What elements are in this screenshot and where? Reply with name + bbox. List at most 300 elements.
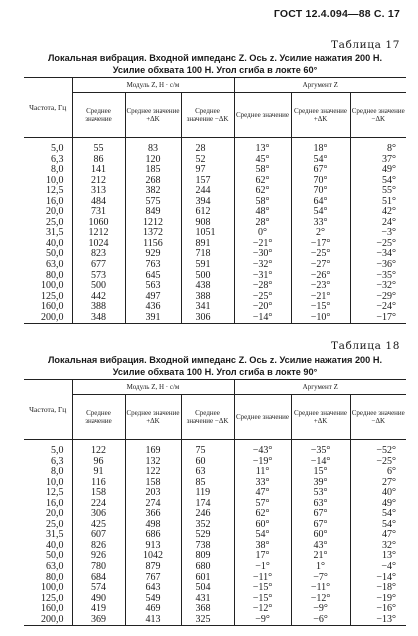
modulus-mean-cell: 91: [72, 467, 125, 478]
argument-plus-cell: −27°: [291, 260, 350, 271]
sub-header-modulus-mean: Среднее значение: [72, 93, 125, 138]
table-row: [24, 488, 406, 499]
table-18-label: Таблица 18: [331, 340, 400, 352]
argument-mean-cell: 48°: [234, 207, 291, 218]
freq-cell: 125,0: [41, 592, 64, 604]
table-17: [24, 77, 406, 324]
table-row: [24, 155, 406, 166]
modulus-plus-cell: 120: [125, 155, 181, 166]
modulus-minus-cell: 394: [181, 197, 234, 208]
table-row: [24, 509, 406, 520]
modulus-minus-cell: 529: [181, 530, 234, 541]
modulus-minus-cell: 63: [181, 467, 234, 478]
argument-mean-cell: 11°: [234, 467, 291, 478]
modulus-mean-cell: 96: [72, 457, 125, 468]
argument-plus-cell: 60°: [291, 530, 350, 541]
argument-minus-cell: 49°: [350, 165, 406, 176]
argument-plus-cell: −25°: [291, 249, 350, 260]
table-row: [24, 313, 406, 324]
freq-cell: 8,0: [51, 466, 64, 478]
modulus-mean-cell: 122: [72, 440, 125, 457]
argument-plus-cell: −12°: [291, 594, 350, 605]
argument-mean-cell: 58°: [234, 165, 291, 176]
modulus-minus-cell: 680: [181, 562, 234, 573]
modulus-mean-cell: 369: [72, 615, 125, 626]
argument-minus-cell: 8°: [350, 138, 406, 155]
freq-cell: 12,5: [46, 185, 64, 197]
freq-cell: 100,0: [41, 582, 64, 594]
sub-header-modulus-plus: Среднее значение +ΔK: [125, 93, 181, 138]
argument-mean-cell: −31°: [234, 271, 291, 282]
argument-mean-cell: 62°: [234, 176, 291, 187]
freq-cell: 10,0: [46, 476, 64, 488]
table-row: [24, 440, 406, 457]
freq-cell: 16,0: [46, 497, 64, 509]
argument-plus-cell: −7°: [291, 573, 350, 584]
argument-plus-cell: 67°: [291, 520, 350, 531]
table-row: [24, 302, 406, 313]
modulus-minus-cell: 438: [181, 281, 234, 292]
freq-cell: 10,0: [46, 174, 64, 186]
modulus-plus-cell: 83: [125, 138, 181, 155]
argument-plus-cell: −35°: [291, 440, 350, 457]
modulus-minus-cell: 591: [181, 260, 234, 271]
modulus-plus-cell: 1042: [125, 551, 181, 562]
argument-mean-cell: 47°: [234, 488, 291, 499]
argument-minus-cell: 49°: [350, 499, 406, 510]
freq-cell: 25,0: [46, 518, 64, 530]
modulus-plus-cell: 169: [125, 440, 181, 457]
modulus-minus-cell: 809: [181, 551, 234, 562]
argument-plus-cell: −21°: [291, 292, 350, 303]
modulus-minus-cell: 908: [181, 218, 234, 229]
argument-minus-cell: 24°: [350, 218, 406, 229]
argument-minus-cell: −4°: [350, 562, 406, 573]
argument-mean-cell: −43°: [234, 440, 291, 457]
table-row: [24, 499, 406, 510]
argument-plus-cell: 2°: [291, 228, 350, 239]
argument-minus-cell: 54°: [350, 509, 406, 520]
table-17-body: [24, 138, 406, 324]
argument-mean-cell: −15°: [234, 583, 291, 594]
freq-cell: 80,0: [46, 269, 64, 281]
modulus-minus-cell: 174: [181, 499, 234, 510]
modulus-minus-cell: 368: [181, 604, 234, 615]
modulus-mean-cell: 388: [72, 302, 125, 313]
table-row: [24, 583, 406, 594]
argument-minus-cell: 54°: [350, 176, 406, 187]
modulus-plus-cell: 1212: [125, 218, 181, 229]
table-row: [24, 281, 406, 292]
argument-minus-cell: −32°: [350, 281, 406, 292]
modulus-mean-cell: 484: [72, 197, 125, 208]
modulus-plus-cell: 498: [125, 520, 181, 531]
argument-minus-cell: −18°: [350, 583, 406, 594]
sub-header-modulus-minus: Среднее значение −ΔK: [181, 395, 234, 440]
argument-minus-cell: −36°: [350, 260, 406, 271]
table-17-caption-line2: Усилие обхвата 100 Н. Угол сгиба в локте 60°: [112, 65, 318, 75]
freq-cell: 200,0: [41, 613, 64, 625]
modulus-mean-cell: 313: [72, 186, 125, 197]
modulus-mean-cell: 158: [72, 488, 125, 499]
modulus-mean-cell: 573: [72, 271, 125, 282]
argument-mean-cell: −21°: [234, 239, 291, 250]
argument-header: Аргумент Z: [234, 380, 406, 395]
modulus-minus-cell: 352: [181, 520, 234, 531]
modulus-minus-cell: 119: [181, 488, 234, 499]
modulus-plus-cell: 413: [125, 615, 181, 626]
modulus-minus-cell: 157: [181, 176, 234, 187]
modulus-mean-cell: 780: [72, 562, 125, 573]
table-17-caption-line1: Локальная вибрация. Входной импеданс Z. Ось z. Усилие нажатия 200 Н.: [47, 53, 383, 63]
argument-mean-cell: −9°: [234, 615, 291, 626]
sub-header-argument-plus: Среднее значение +ΔK: [291, 395, 350, 440]
table-row: [24, 249, 406, 260]
table-row: [24, 271, 406, 282]
modulus-plus-cell: 575: [125, 197, 181, 208]
table-row: [24, 594, 406, 605]
argument-plus-cell: 67°: [291, 165, 350, 176]
freq-cell: 6,3: [51, 153, 64, 165]
freq-cell: 20,0: [46, 206, 64, 218]
table-row: [24, 138, 406, 155]
modulus-plus-cell: 767: [125, 573, 181, 584]
sub-header-argument-mean: Среднее значение: [234, 93, 291, 138]
argument-minus-cell: 27°: [350, 478, 406, 489]
argument-plus-cell: 70°: [291, 186, 350, 197]
argument-minus-cell: −35°: [350, 271, 406, 282]
modulus-mean-cell: 607: [72, 530, 125, 541]
modulus-mean-cell: 1060: [72, 218, 125, 229]
modulus-plus-cell: 643: [125, 583, 181, 594]
modulus-mean-cell: 1212: [72, 228, 125, 239]
sub-header-argument-minus: Среднее значение −ΔK: [350, 93, 406, 138]
argument-mean-cell: −30°: [234, 249, 291, 260]
argument-plus-cell: 39°: [291, 478, 350, 489]
argument-minus-cell: −52°: [350, 440, 406, 457]
argument-plus-cell: 54°: [291, 155, 350, 166]
modulus-plus-cell: 913: [125, 541, 181, 552]
table-row: [24, 176, 406, 187]
table-row: [24, 228, 406, 239]
argument-mean-cell: 45°: [234, 155, 291, 166]
modulus-plus-cell: 391: [125, 313, 181, 324]
modulus-plus-cell: 1156: [125, 239, 181, 250]
argument-plus-cell: 67°: [291, 509, 350, 520]
modulus-mean-cell: 442: [72, 292, 125, 303]
freq-cell: 63,0: [46, 259, 64, 271]
argument-minus-cell: −34°: [350, 249, 406, 260]
argument-plus-cell: −9°: [291, 604, 350, 615]
freq-cell: 25,0: [46, 216, 64, 228]
modulus-mean-cell: 823: [72, 249, 125, 260]
modulus-mean-cell: 306: [72, 509, 125, 520]
modulus-plus-cell: 929: [125, 249, 181, 260]
modulus-minus-cell: 388: [181, 292, 234, 303]
argument-mean-cell: −32°: [234, 260, 291, 271]
modulus-minus-cell: 85: [181, 478, 234, 489]
argument-mean-cell: 57°: [234, 499, 291, 510]
modulus-mean-cell: 731: [72, 207, 125, 218]
freq-cell: 16,0: [46, 195, 64, 207]
freq-cell: 160,0: [41, 301, 64, 313]
argument-minus-cell: 51°: [350, 197, 406, 208]
sub-header-argument-minus: Среднее значение −ΔK: [350, 395, 406, 440]
modulus-header: Модуль Z, Н · с/м: [72, 380, 234, 395]
argument-mean-cell: −19°: [234, 457, 291, 468]
modulus-minus-cell: 75: [181, 440, 234, 457]
modulus-minus-cell: 500: [181, 271, 234, 282]
sub-header-argument-plus: Среднее значение +ΔK: [291, 93, 350, 138]
modulus-minus-cell: 1051: [181, 228, 234, 239]
modulus-plus-cell: 879: [125, 562, 181, 573]
sub-header-modulus-minus: Среднее значение −ΔK: [181, 93, 234, 138]
argument-mean-cell: −20°: [234, 302, 291, 313]
freq-cell: 80,0: [46, 571, 64, 583]
argument-minus-cell: 6°: [350, 467, 406, 478]
freq-cell: 50,0: [46, 550, 64, 562]
modulus-minus-cell: 246: [181, 509, 234, 520]
modulus-mean-cell: 1024: [72, 239, 125, 250]
argument-mean-cell: −14°: [234, 313, 291, 324]
argument-plus-cell: 18°: [291, 138, 350, 155]
table-row: [24, 478, 406, 489]
modulus-mean-cell: 684: [72, 573, 125, 584]
modulus-plus-cell: 203: [125, 488, 181, 499]
modulus-mean-cell: 500: [72, 281, 125, 292]
argument-plus-cell: −17°: [291, 239, 350, 250]
modulus-mean-cell: 574: [72, 583, 125, 594]
freq-header: Частота, Гц: [29, 102, 67, 112]
table-18: [24, 379, 406, 626]
modulus-mean-cell: 86: [72, 155, 125, 166]
argument-mean-cell: −1°: [234, 562, 291, 573]
argument-mean-cell: 62°: [234, 186, 291, 197]
argument-plus-cell: 53°: [291, 488, 350, 499]
freq-cell: 31,5: [46, 529, 64, 541]
freq-cell: 6,3: [51, 455, 64, 467]
argument-mean-cell: −15°: [234, 594, 291, 605]
argument-plus-cell: 15°: [291, 467, 350, 478]
modulus-plus-cell: 268: [125, 176, 181, 187]
argument-minus-cell: −25°: [350, 457, 406, 468]
argument-plus-cell: 43°: [291, 541, 350, 552]
table-18-caption-line2: Усилие обхвата 100 Н. Угол сгиба в локте 90°: [112, 367, 318, 377]
argument-minus-cell: −3°: [350, 228, 406, 239]
modulus-minus-cell: 52: [181, 155, 234, 166]
table-row: [24, 260, 406, 271]
argument-mean-cell: 58°: [234, 197, 291, 208]
modulus-mean-cell: 677: [72, 260, 125, 271]
modulus-mean-cell: 141: [72, 165, 125, 176]
modulus-plus-cell: 185: [125, 165, 181, 176]
freq-cell: 40,0: [46, 539, 64, 551]
argument-minus-cell: 47°: [350, 530, 406, 541]
argument-mean-cell: 38°: [234, 541, 291, 552]
argument-minus-cell: −16°: [350, 604, 406, 615]
modulus-mean-cell: 826: [72, 541, 125, 552]
freq-cell: 31,5: [46, 227, 64, 239]
modulus-mean-cell: 425: [72, 520, 125, 531]
freq-cell: 12,5: [46, 487, 64, 499]
table-row: [24, 573, 406, 584]
modulus-minus-cell: 612: [181, 207, 234, 218]
modulus-minus-cell: 244: [181, 186, 234, 197]
argument-mean-cell: −28°: [234, 281, 291, 292]
freq-cell: 160,0: [41, 603, 64, 615]
table-row: [24, 562, 406, 573]
freq-cell: 40,0: [46, 237, 64, 249]
modulus-minus-cell: 601: [181, 573, 234, 584]
argument-plus-cell: −10°: [291, 313, 350, 324]
modulus-minus-cell: 325: [181, 615, 234, 626]
modulus-mean-cell: 926: [72, 551, 125, 562]
argument-plus-cell: −15°: [291, 302, 350, 313]
argument-minus-cell: 13°: [350, 551, 406, 562]
table-17-caption: [24, 52, 406, 76]
argument-plus-cell: 70°: [291, 176, 350, 187]
table-row: [24, 520, 406, 531]
modulus-plus-cell: 1372: [125, 228, 181, 239]
modulus-plus-cell: 436: [125, 302, 181, 313]
argument-mean-cell: 62°: [234, 509, 291, 520]
argument-plus-cell: −23°: [291, 281, 350, 292]
argument-minus-cell: −17°: [350, 313, 406, 324]
argument-minus-cell: −24°: [350, 302, 406, 313]
table-row: [24, 207, 406, 218]
table-18-caption: [24, 354, 406, 378]
freq-cell: 63,0: [46, 561, 64, 573]
modulus-plus-cell: 122: [125, 467, 181, 478]
modulus-minus-cell: 28: [181, 138, 234, 155]
argument-minus-cell: −13°: [350, 615, 406, 626]
modulus-plus-cell: 645: [125, 271, 181, 282]
argument-header: Аргумент Z: [234, 78, 406, 93]
argument-plus-cell: 64°: [291, 197, 350, 208]
argument-plus-cell: −11°: [291, 583, 350, 594]
modulus-minus-cell: 97: [181, 165, 234, 176]
table-row: [24, 541, 406, 552]
argument-minus-cell: 42°: [350, 207, 406, 218]
argument-minus-cell: −19°: [350, 594, 406, 605]
argument-mean-cell: 28°: [234, 218, 291, 229]
argument-plus-cell: 63°: [291, 499, 350, 510]
argument-plus-cell: −26°: [291, 271, 350, 282]
modulus-plus-cell: 274: [125, 499, 181, 510]
modulus-plus-cell: 849: [125, 207, 181, 218]
argument-mean-cell: 54°: [234, 530, 291, 541]
freq-cell: 5,0: [51, 143, 64, 154]
argument-minus-cell: −14°: [350, 573, 406, 584]
table-row: [24, 186, 406, 197]
freq-cell: 20,0: [46, 508, 64, 520]
argument-minus-cell: 37°: [350, 155, 406, 166]
modulus-minus-cell: 431: [181, 594, 234, 605]
freq-cell: 50,0: [46, 248, 64, 260]
modulus-plus-cell: 158: [125, 478, 181, 489]
modulus-mean-cell: 116: [72, 478, 125, 489]
freq-cell: 200,0: [41, 311, 64, 323]
modulus-minus-cell: 341: [181, 302, 234, 313]
modulus-plus-cell: 686: [125, 530, 181, 541]
argument-minus-cell: 32°: [350, 541, 406, 552]
argument-mean-cell: 60°: [234, 520, 291, 531]
modulus-plus-cell: 382: [125, 186, 181, 197]
table-row: [24, 197, 406, 208]
modulus-header: Модуль Z, Н · с/м: [72, 78, 234, 93]
modulus-minus-cell: 504: [181, 583, 234, 594]
modulus-plus-cell: 366: [125, 509, 181, 520]
argument-plus-cell: 33°: [291, 218, 350, 229]
modulus-minus-cell: 718: [181, 249, 234, 260]
argument-mean-cell: 13°: [234, 138, 291, 155]
page-header: ГОСТ 12.4.094—88 С. 17: [273, 8, 400, 20]
table-17-label: Таблица 17: [331, 39, 400, 51]
table-row: [24, 165, 406, 176]
argument-plus-cell: 21°: [291, 551, 350, 562]
argument-plus-cell: −14°: [291, 457, 350, 468]
argument-plus-cell: −6°: [291, 615, 350, 626]
modulus-minus-cell: 60: [181, 457, 234, 468]
modulus-plus-cell: 563: [125, 281, 181, 292]
table-18-caption-line1: Локальная вибрация. Входной импеданс Z. Ось z. Усилие нажатия 200 Н.: [47, 355, 383, 365]
modulus-mean-cell: 419: [72, 604, 125, 615]
modulus-plus-cell: 132: [125, 457, 181, 468]
freq-cell: 100,0: [41, 280, 64, 292]
argument-mean-cell: 17°: [234, 551, 291, 562]
freq-cell: 8,0: [51, 164, 64, 176]
table-row: [24, 604, 406, 615]
argument-mean-cell: −25°: [234, 292, 291, 303]
modulus-plus-cell: 763: [125, 260, 181, 271]
modulus-minus-cell: 738: [181, 541, 234, 552]
argument-minus-cell: 54°: [350, 520, 406, 531]
table-row: [24, 292, 406, 303]
argument-minus-cell: 55°: [350, 186, 406, 197]
modulus-mean-cell: 490: [72, 594, 125, 605]
table-18-body: [24, 440, 406, 626]
table-row: [24, 551, 406, 562]
freq-cell: 5,0: [51, 445, 64, 456]
modulus-mean-cell: 348: [72, 313, 125, 324]
argument-mean-cell: 0°: [234, 228, 291, 239]
modulus-plus-cell: 549: [125, 594, 181, 605]
argument-mean-cell: −11°: [234, 573, 291, 584]
modulus-mean-cell: 212: [72, 176, 125, 187]
argument-mean-cell: 33°: [234, 478, 291, 489]
modulus-minus-cell: 891: [181, 239, 234, 250]
modulus-mean-cell: 55: [72, 138, 125, 155]
sub-header-modulus-plus: Среднее значение +ΔK: [125, 395, 181, 440]
freq-header: Частота, Гц: [29, 404, 67, 414]
table-row: [24, 239, 406, 250]
modulus-minus-cell: 306: [181, 313, 234, 324]
table-row: [24, 457, 406, 468]
sub-header-argument-mean: Среднее значение: [234, 395, 291, 440]
modulus-plus-cell: 497: [125, 292, 181, 303]
argument-minus-cell: −25°: [350, 239, 406, 250]
sub-header-modulus-mean: Среднее значение: [72, 395, 125, 440]
argument-minus-cell: −29°: [350, 292, 406, 303]
argument-plus-cell: 1°: [291, 562, 350, 573]
table-row: [24, 467, 406, 478]
argument-minus-cell: 40°: [350, 488, 406, 499]
modulus-plus-cell: 469: [125, 604, 181, 615]
freq-cell: 125,0: [41, 290, 64, 302]
argument-plus-cell: 54°: [291, 207, 350, 218]
modulus-mean-cell: 224: [72, 499, 125, 510]
argument-mean-cell: −12°: [234, 604, 291, 615]
